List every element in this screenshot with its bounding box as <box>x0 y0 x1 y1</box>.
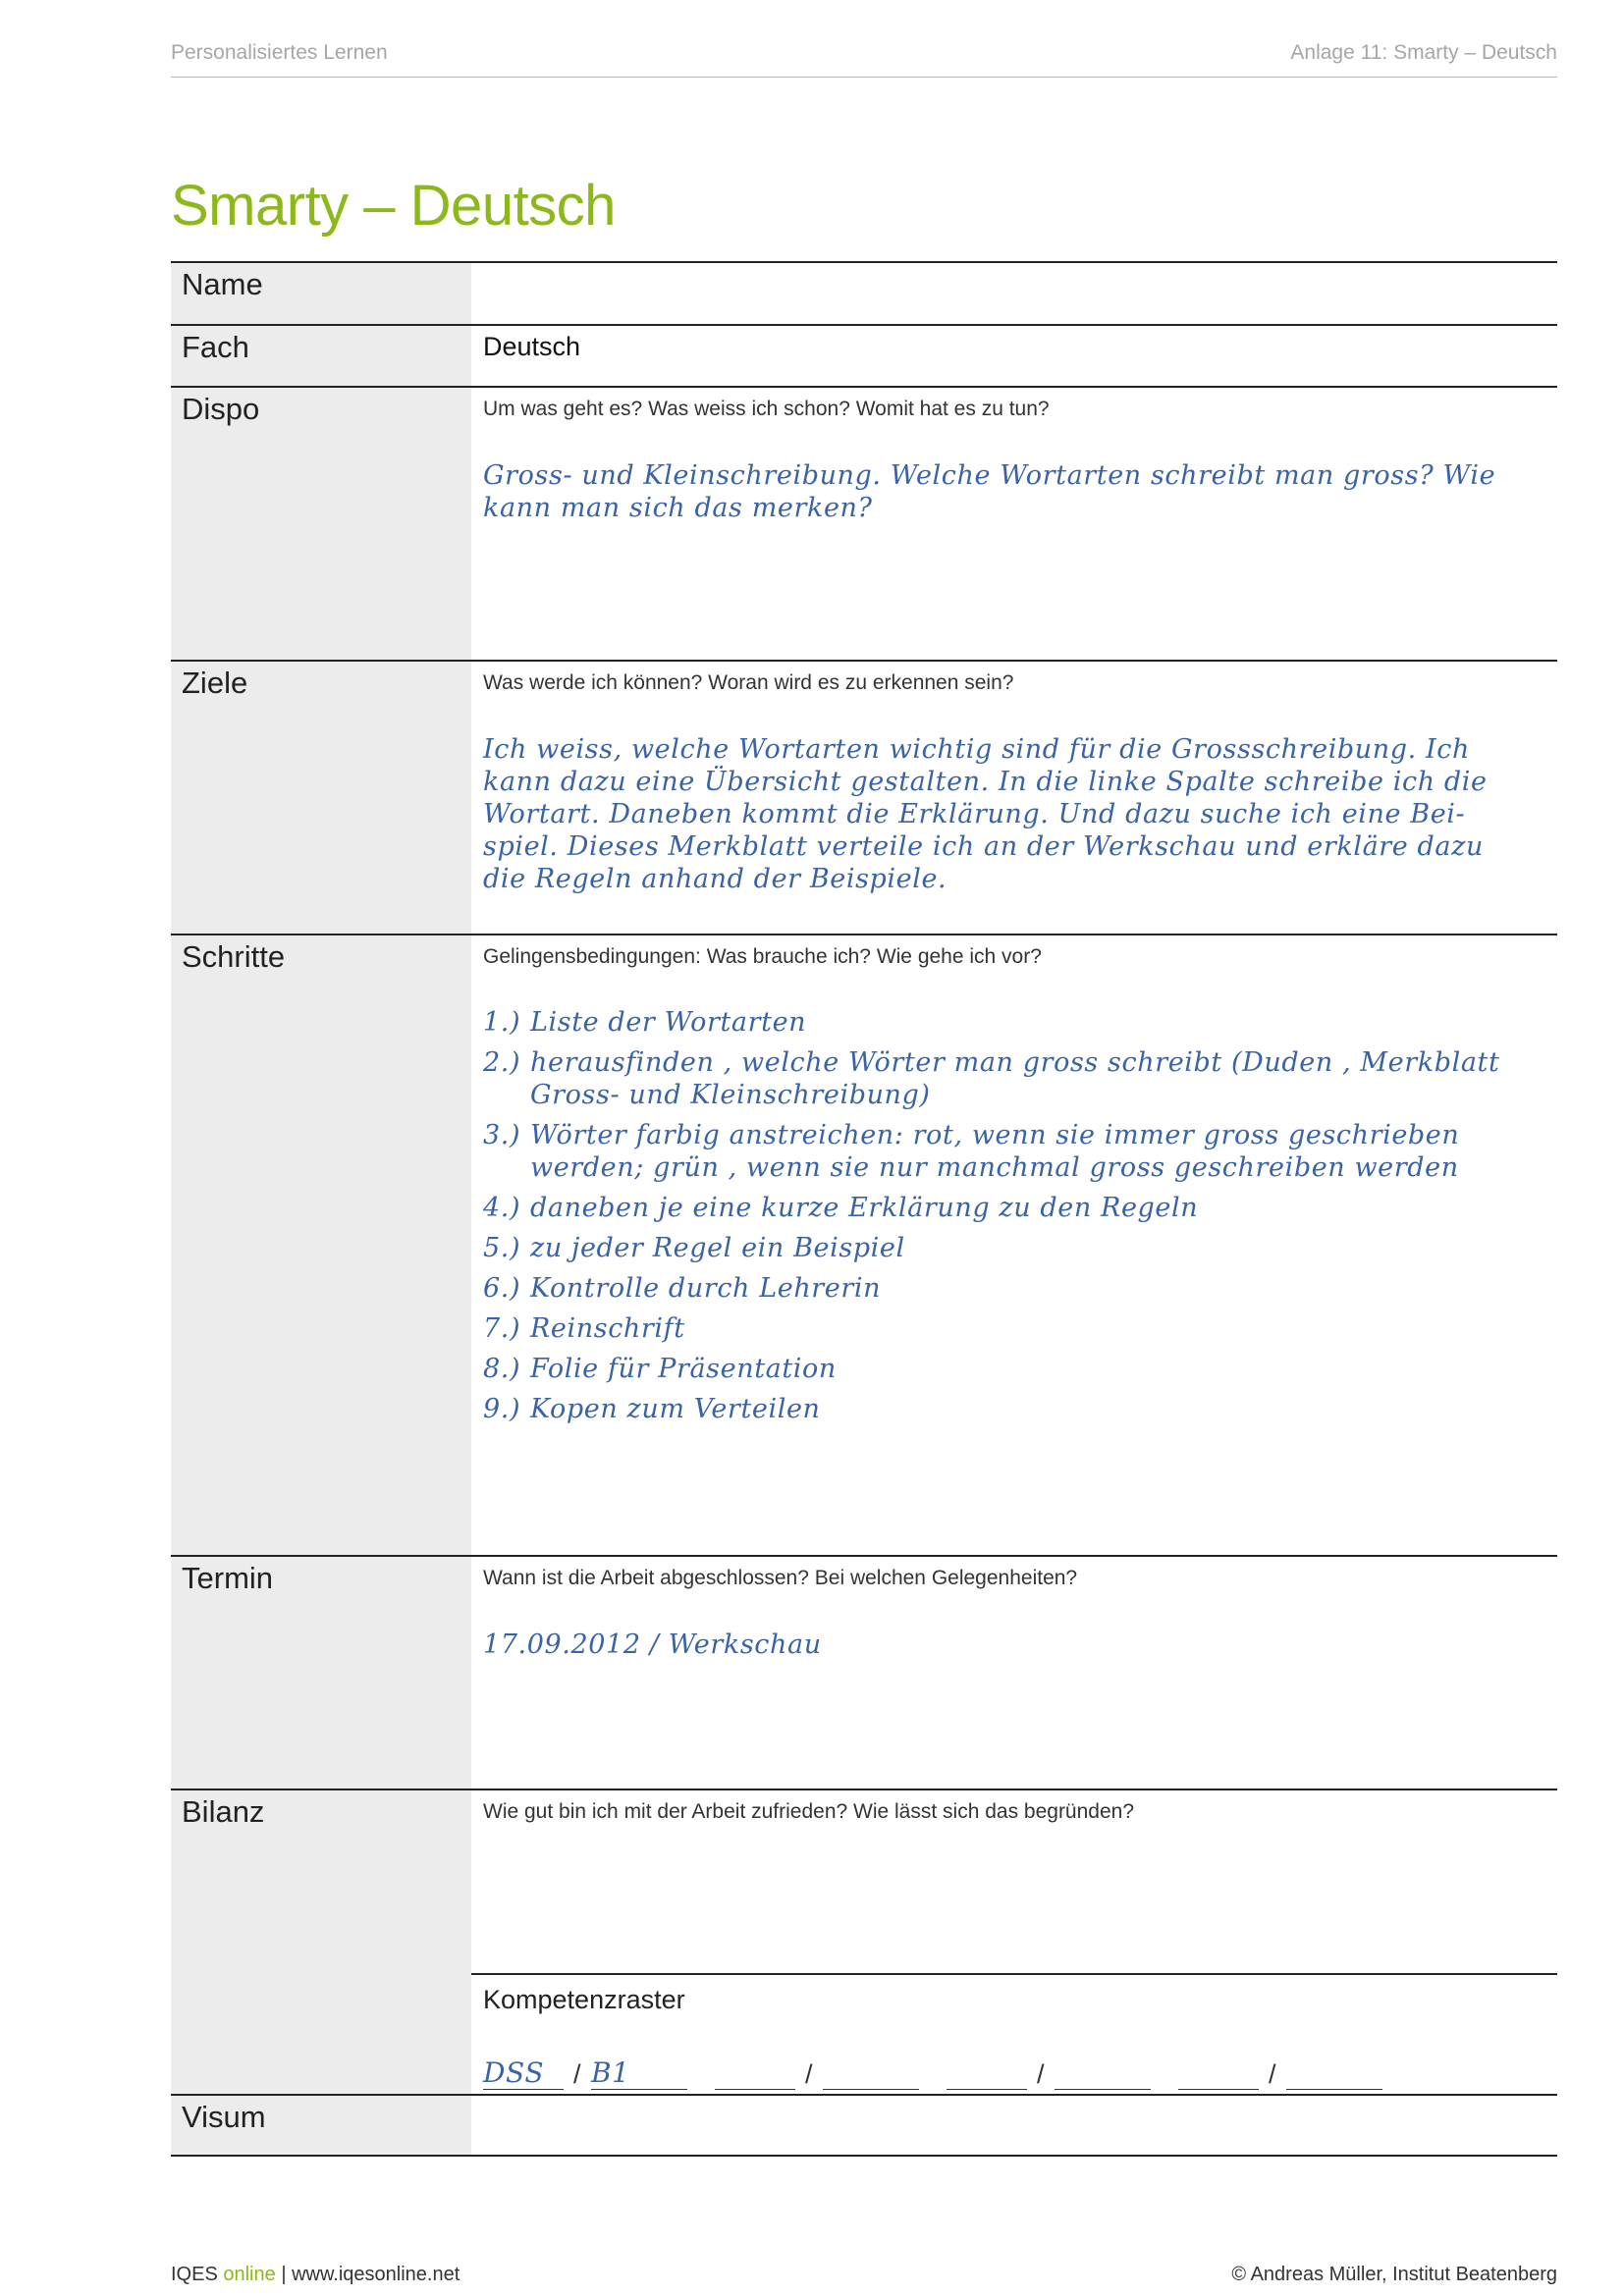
step-number: 5.) <box>483 1233 521 1263</box>
step-number: 9.) <box>483 1394 521 1424</box>
kompetenz-separator: / <box>805 2059 813 2089</box>
kompetenz-area-field[interactable] <box>483 2057 564 2090</box>
step-text: zu jeder Regel ein Beispiel <box>530 1233 905 1263</box>
bilanz-field[interactable] <box>471 1790 1557 2094</box>
step-item <box>483 1393 1557 1425</box>
kompetenz-area-field[interactable] <box>715 2057 795 2090</box>
smarty-form <box>171 261 1557 2157</box>
step-number: 4.) <box>483 1193 521 1223</box>
schritte-prompt: Gelingensbedingungen: Was brauche ich? Wie gehe ich vor? <box>483 945 1042 968</box>
footer-brand-accent: online <box>223 2264 276 2285</box>
header-right-text: Anlage 11: Smarty – Deutsch <box>1290 41 1557 64</box>
schritte-field[interactable] <box>471 935 1557 1555</box>
kompetenz-level-field[interactable] <box>1055 2057 1151 2090</box>
row-visum <box>171 2094 1557 2157</box>
footer-site-link[interactable]: | www.iqesonline.net <box>281 2264 460 2285</box>
visum-field[interactable] <box>471 2096 1557 2155</box>
label-visum: Visum <box>171 2096 471 2155</box>
row-termin <box>171 1555 1557 1789</box>
document-title: Smarty – Deutsch <box>171 174 616 238</box>
kompetenz-level-value: B1 <box>591 2056 630 2089</box>
step-text: herausfinden , welche Wörter man gross schreibt (Duden , Merkblatt Gross- und Kleinschreibung) <box>530 1047 1500 1110</box>
step-item <box>483 1232 1557 1264</box>
step-item <box>483 1272 1557 1305</box>
kompetenzraster-title: Kompetenzraster <box>483 1985 685 2014</box>
ziele-field[interactable] <box>471 662 1557 934</box>
ziele-prompt: Was werde ich können? Woran wird es zu erkennen sein? <box>483 671 1014 694</box>
label-fach: Fach <box>171 326 471 386</box>
step-number: 3.) <box>483 1120 521 1150</box>
step-text: Reinschrift <box>530 1313 685 1344</box>
kompetenz-separator: / <box>573 2059 581 2089</box>
kompetenz-level-field[interactable] <box>1286 2057 1382 2090</box>
footer-brand <box>171 2264 460 2286</box>
step-text: Wörter farbig anstreichen: rot, wenn sie immer gross geschrieben werden; grün , wenn sie nur manchmal gross geschreiben werden <box>530 1120 1460 1183</box>
step-item <box>483 1046 1557 1111</box>
kompetenzraster-section <box>471 1973 1557 2094</box>
step-item <box>483 1192 1557 1224</box>
bilanz-prompt: Wie gut bin ich mit der Arbeit zufrieden? Wie lässt sich das begründen? <box>483 1800 1135 1823</box>
name-field[interactable] <box>471 263 1557 324</box>
fach-field[interactable] <box>471 326 1557 386</box>
row-fach <box>171 324 1557 386</box>
kompetenz-separator: / <box>1037 2059 1045 2089</box>
dispo-prompt: Um was geht es? Was weiss ich schon? Womit hat es zu tun? <box>483 398 1050 420</box>
step-number: 1.) <box>483 1007 521 1038</box>
dispo-field[interactable] <box>471 388 1557 660</box>
step-item <box>483 1312 1557 1345</box>
step-number: 2.) <box>483 1047 521 1078</box>
fach-value: Deutsch <box>483 332 581 361</box>
step-item <box>483 1353 1557 1385</box>
label-name: Name <box>171 263 471 324</box>
header-left-text: Personalisiertes Lernen <box>171 41 388 64</box>
step-text: Liste der Wortarten <box>530 1007 807 1038</box>
kompetenz-separator: / <box>1269 2059 1276 2089</box>
label-schritte: Schritte <box>171 935 471 1555</box>
row-ziele <box>171 660 1557 934</box>
label-bilanz: Bilanz <box>171 1790 471 2094</box>
step-number: 8.) <box>483 1354 521 1384</box>
step-text: daneben je eine kurze Erklärung zu den Regeln <box>530 1193 1199 1223</box>
kompetenz-area-field[interactable] <box>947 2057 1027 2090</box>
step-number: 7.) <box>483 1313 521 1344</box>
row-name <box>171 261 1557 324</box>
footer-copyright: © Andreas Müller, Institut Beatenberg <box>1231 2264 1557 2285</box>
label-dispo: Dispo <box>171 388 471 660</box>
termin-prompt: Wann ist die Arbeit abgeschlossen? Bei welchen Gelegenheiten? <box>483 1567 1078 1589</box>
step-item <box>483 1006 1557 1039</box>
label-ziele: Ziele <box>171 662 471 934</box>
step-number: 6.) <box>483 1273 521 1304</box>
page-header <box>171 37 1557 78</box>
dispo-handwritten-text: Gross- und Kleinschreibung. Welche Wortarten schreibt man gross? Wie kann man sich das merken? <box>483 460 1496 523</box>
row-dispo <box>171 386 1557 660</box>
label-termin: Termin <box>171 1557 471 1789</box>
kompetenz-level-field[interactable] <box>823 2057 919 2090</box>
kompetenz-area-field[interactable] <box>1178 2057 1259 2090</box>
step-text: Kontrolle durch Lehrerin <box>530 1273 882 1304</box>
step-item <box>483 1119 1557 1184</box>
kompetenz-area-value: DSS <box>483 2056 545 2089</box>
ziele-handwritten-text: Ich weiss, welche Wortarten wichtig sind für die Grossschreibung. Ich kann dazu eine Übersicht gestalten. In die linke Spalte schreibe ich die Wortart. Daneben kommt die Erklärung. Und dazu suche ich eine Bei-spiel. Dieses Merkblatt verteile ich an der Werkschau und erkläre dazu die Regeln anhand der Beispiele. <box>483 734 1488 894</box>
row-schritte <box>171 934 1557 1555</box>
termin-handwritten-text: 17.09.2012 / Werkschau <box>483 1629 822 1660</box>
step-text: Kopen zum Verteilen <box>530 1394 821 1424</box>
row-bilanz <box>171 1789 1557 2094</box>
footer-brand-name: IQES <box>171 2264 218 2285</box>
steps-list <box>483 1006 1557 1425</box>
step-text: Folie für Präsentation <box>530 1354 837 1384</box>
termin-field[interactable] <box>471 1557 1557 1789</box>
kompetenz-level-field[interactable] <box>591 2057 687 2090</box>
